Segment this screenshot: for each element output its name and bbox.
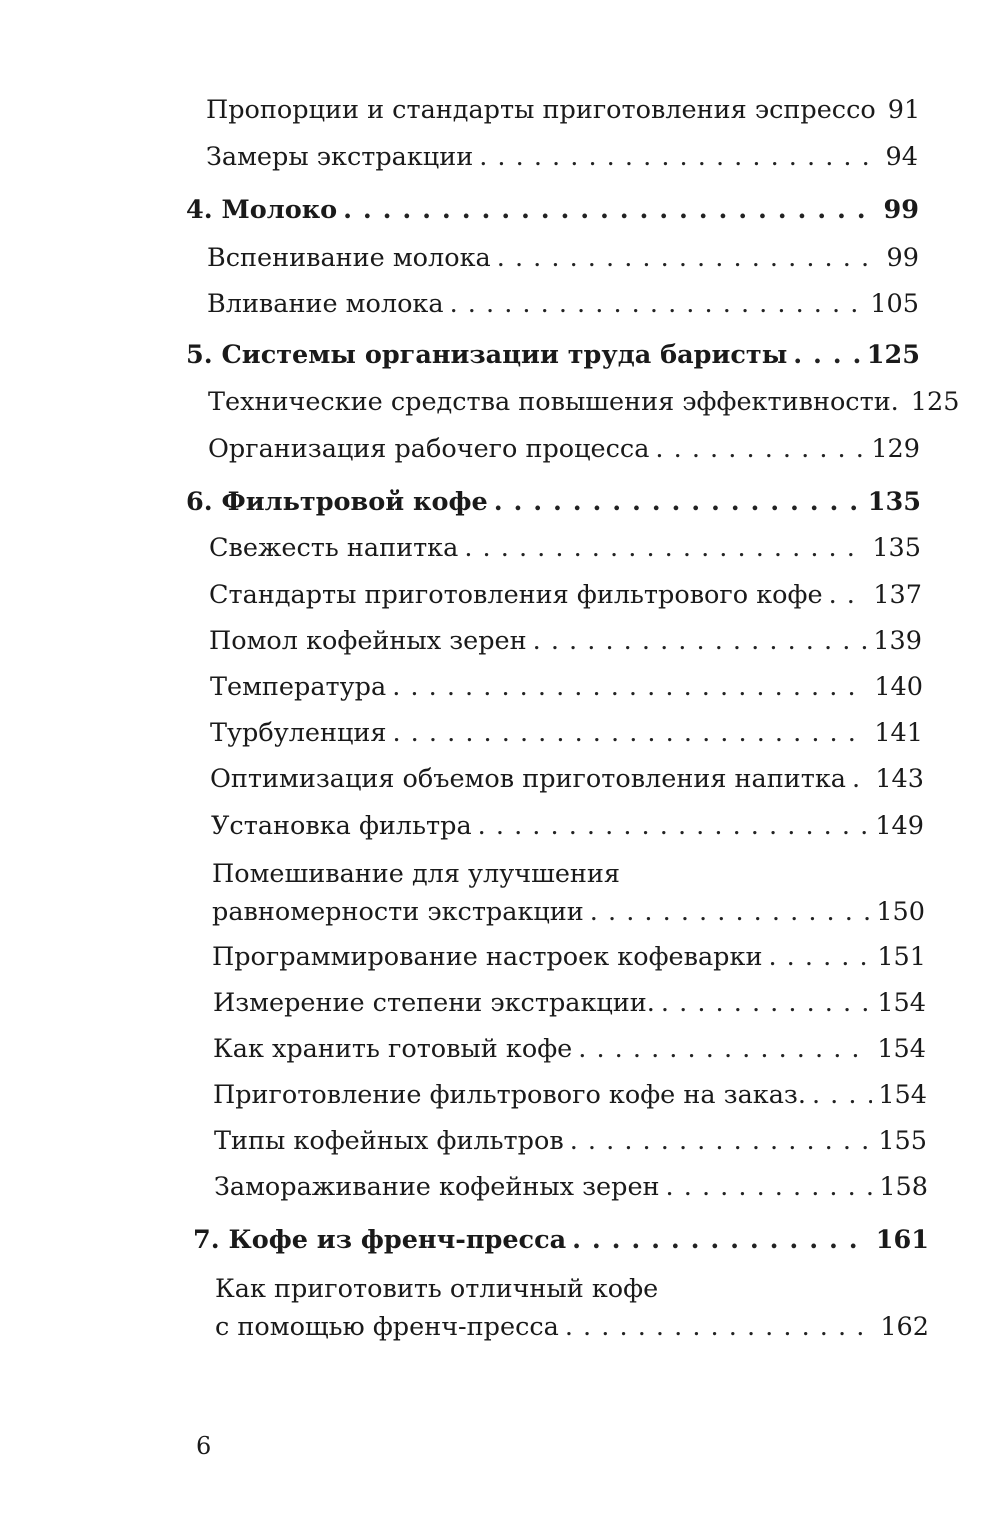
toc-chapter-title: 4. Молоко — [186, 195, 338, 225]
toc-entry — [206, 93, 921, 127]
toc-leader — [572, 1223, 870, 1257]
toc-title: Технические средства повышения эффективности. — [208, 387, 899, 417]
toc-leader — [655, 432, 865, 466]
toc-page-number: 140 — [874, 672, 923, 702]
toc-entry — [214, 1124, 927, 1158]
toc-entry — [211, 809, 924, 843]
toc-leader — [494, 485, 862, 519]
toc-title-line: Помешивание для улучшения — [212, 859, 620, 889]
toc-chapter — [186, 193, 919, 227]
toc-title: равномерности экстракции — [212, 897, 584, 927]
toc-entry — [209, 578, 922, 612]
toc-leader — [590, 895, 871, 929]
toc-page-number: 125 — [866, 340, 920, 370]
toc-title: Оптимизация объемов приготовления напитка — [210, 764, 846, 794]
toc-entry — [210, 762, 924, 796]
toc-leader — [812, 1078, 872, 1112]
toc-page-number: 91 — [887, 95, 921, 125]
toc-entry — [215, 1272, 929, 1344]
toc-page-number: 135 — [872, 533, 921, 563]
toc-page-number: 161 — [875, 1225, 929, 1255]
toc-title: Замеры экстракции — [206, 142, 474, 172]
toc-page-number: 154 — [877, 1034, 926, 1064]
toc-title: Температура — [210, 672, 387, 702]
toc-page-number: 143 — [875, 764, 924, 794]
toc-entry — [207, 241, 919, 275]
toc-page-number: 141 — [874, 718, 923, 748]
toc-leader — [768, 940, 871, 974]
toc-leader — [497, 241, 881, 275]
toc-page-number: 151 — [877, 942, 926, 972]
toc-page-number: 99 — [886, 243, 919, 273]
toc-title: Типы кофейных фильтров — [214, 1126, 564, 1156]
toc-page-number: 105 — [870, 289, 919, 319]
toc-title: Вливание молока — [207, 289, 444, 319]
toc-entry — [213, 1078, 927, 1112]
toc-leader — [565, 1310, 874, 1344]
toc-page-number: 150 — [876, 897, 925, 927]
toc-page-number: 135 — [867, 487, 921, 517]
toc-leader — [392, 716, 868, 750]
toc-chapter-title: 5. Системы организации труда баристы — [186, 340, 788, 370]
toc-entry — [209, 624, 922, 658]
toc-leader — [478, 809, 870, 843]
toc-page-number: 162 — [880, 1312, 929, 1342]
toc-leader — [392, 670, 868, 704]
toc-page-number: 158 — [879, 1172, 928, 1202]
toc-chapter — [186, 338, 920, 372]
toc-entry — [213, 1032, 926, 1066]
toc-leader — [661, 986, 871, 1020]
toc-title: Приготовление фильтрового кофе на заказ. — [213, 1080, 806, 1110]
toc-entry — [213, 986, 926, 1020]
toc-page-number: 125 — [910, 387, 960, 417]
toc-entry — [208, 432, 920, 466]
toc-page-number: 94 — [885, 142, 918, 172]
toc-entry — [206, 140, 918, 174]
toc-entry — [210, 670, 923, 704]
toc-title: Установка фильтра — [211, 811, 472, 841]
toc-page-number: 154 — [878, 1080, 927, 1110]
toc-entry — [212, 940, 926, 974]
toc-page-number: 139 — [873, 626, 922, 656]
toc-leader — [570, 1124, 873, 1158]
toc-title: Замораживание кофейных зерен — [214, 1172, 660, 1202]
toc-title: Свежесть напитка — [209, 533, 459, 563]
toc-page-number: 99 — [883, 195, 919, 225]
toc-chapter-title: 6. Фильтровой кофе — [186, 487, 488, 517]
toc-title: Программирование настроек кофеварки — [212, 942, 763, 972]
toc-page-number: 155 — [878, 1126, 927, 1156]
toc-title-line: Как приготовить отличный кофе — [215, 1274, 659, 1304]
toc-leader — [533, 624, 868, 658]
toc-entry — [207, 287, 919, 321]
toc-entry — [209, 531, 921, 565]
toc-title: Пропорции и стандарты приготовления эспрессо — [206, 95, 876, 125]
toc-chapter — [186, 485, 921, 519]
toc-title: Стандарты приготовления фильтрового кофе — [209, 580, 823, 610]
toc-leader — [464, 531, 866, 565]
toc-entry — [214, 1170, 928, 1204]
toc-leader — [450, 287, 865, 321]
toc-entry — [208, 385, 960, 419]
toc-chapter-title: 7. Кофе из френч-пресса — [193, 1225, 567, 1255]
toc-chapter — [193, 1223, 929, 1257]
toc-leader — [343, 193, 877, 227]
toc-leader — [578, 1032, 871, 1066]
toc-title: Измерение степени экстракции. — [213, 988, 655, 1018]
toc-leader — [793, 338, 860, 372]
toc-leader — [479, 140, 879, 174]
toc-title: Помол кофейных зерен — [209, 626, 527, 656]
toc-title: Вспенивание молока — [207, 243, 491, 273]
toc-title: Организация рабочего процесса — [208, 434, 650, 464]
toc-page-number: 154 — [877, 988, 926, 1018]
toc-page-number: 149 — [875, 811, 924, 841]
toc-leader — [852, 762, 869, 796]
toc-title: Турбуленция — [210, 718, 387, 748]
toc-entry — [210, 716, 923, 750]
toc-title: Как хранить готовый кофе — [213, 1034, 573, 1064]
toc-entry — [212, 857, 925, 929]
toc-title: с помощью френч-пресса — [215, 1312, 559, 1342]
toc-leader — [666, 1170, 874, 1204]
page-number: 6 — [196, 1432, 212, 1460]
toc-leader — [829, 578, 868, 612]
toc-page-number: 129 — [871, 434, 920, 464]
toc-page-number: 137 — [873, 580, 922, 610]
